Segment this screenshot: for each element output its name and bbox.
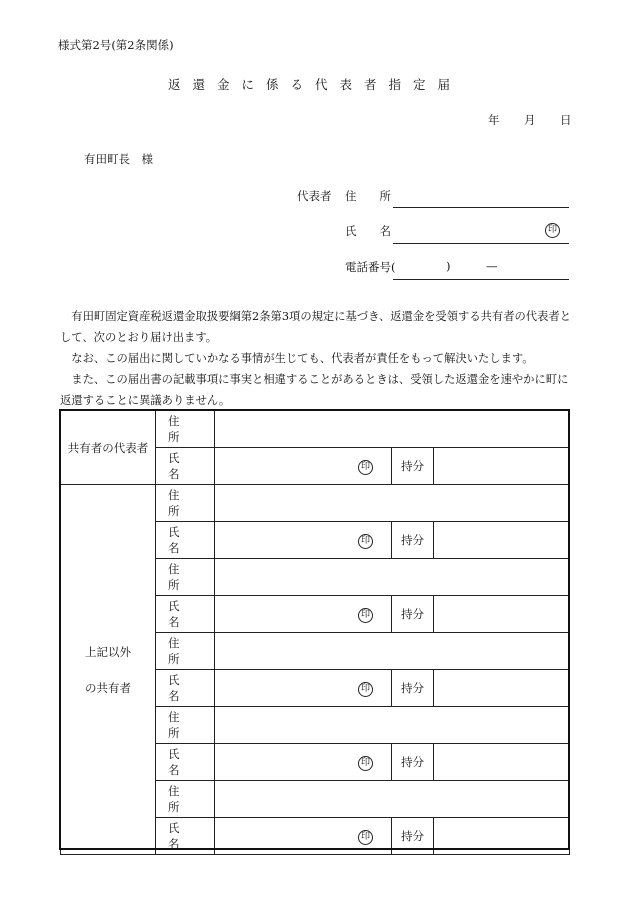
share-field[interactable] — [434, 522, 570, 559]
name-label: 氏名 — [156, 596, 215, 633]
name-field[interactable] — [215, 596, 392, 633]
rep-group-label: 共有者の代表者 — [61, 411, 156, 485]
share-field[interactable] — [434, 596, 570, 633]
day-label: 日 — [560, 113, 572, 127]
others-group-label-line2: の共有者 — [85, 680, 131, 695]
share-label: 持分 — [392, 818, 434, 855]
seal-icon: 印 — [358, 460, 373, 475]
table-row — [61, 485, 570, 522]
declaration-paragraph-2: なお、この届出に関していかなる事情が生じても、代表者が責任をもって解決いたします。 — [71, 352, 534, 365]
year-label: 年 — [488, 113, 500, 127]
seal-icon: 印 — [358, 534, 373, 549]
name-label: 氏名 — [156, 744, 215, 781]
share-label: 持分 — [392, 522, 434, 559]
name-field[interactable] — [215, 670, 392, 707]
rep-phone-close: ) — [446, 259, 451, 273]
representative-role-label: 代表者 — [297, 189, 332, 203]
rep-phone-label: 電話番号( — [345, 260, 396, 274]
seal-icon: 印 — [358, 830, 373, 845]
address-label: 住所 — [156, 559, 215, 596]
address-label: 住所 — [156, 707, 215, 744]
rep-name-field[interactable] — [393, 243, 569, 244]
name-field[interactable] — [215, 744, 392, 781]
address-field[interactable] — [215, 559, 570, 596]
form-title: 返還金に係る代表者指定届 — [167, 77, 462, 92]
seal-icon: 印 — [545, 223, 560, 238]
address-label: 住所 — [156, 633, 215, 670]
share-field[interactable] — [434, 744, 570, 781]
share-label: 持分 — [392, 670, 434, 707]
share-field[interactable] — [434, 818, 570, 855]
name-field[interactable] — [215, 448, 392, 485]
seal-icon: 印 — [358, 682, 373, 697]
name-label: 氏名 — [156, 818, 215, 855]
co-owner-table — [60, 410, 570, 855]
rep-address-label: 住 所 — [345, 189, 391, 203]
share-field[interactable] — [434, 448, 570, 485]
table-row — [61, 411, 570, 448]
addressee: 有田町長 様 — [84, 152, 153, 166]
date-line — [0, 112, 630, 128]
seal-icon: 印 — [358, 608, 373, 623]
address-field[interactable] — [215, 707, 570, 744]
rep-phone-field[interactable] — [393, 279, 569, 280]
declaration-paragraph-1: 有田町固定資産税返還金取扱要綱第2条第3項の規定に基づき、返還金を受領する共有者の代表者として、次のとおり届け出ます。 — [60, 310, 571, 344]
share-label: 持分 — [392, 744, 434, 781]
rep-phone-dash: — — [486, 259, 498, 273]
name-label: 氏名 — [156, 522, 215, 559]
address-field[interactable] — [215, 485, 570, 522]
declaration-text — [60, 306, 572, 411]
declaration-paragraph-3: また、この届出書の記載事項に事実と相違することがあるときは、受領した返還金を速やかに町に返還することに異議ありません。 — [60, 373, 569, 407]
address-label: 住所 — [156, 781, 215, 818]
name-field[interactable] — [215, 522, 392, 559]
month-label: 月 — [524, 113, 536, 127]
rep-name-label: 氏 名 — [345, 224, 391, 238]
name-label: 氏名 — [156, 448, 215, 485]
form-number: 様式第2号(第2条関係) — [58, 38, 174, 52]
seal-icon: 印 — [358, 756, 373, 771]
address-field[interactable] — [215, 633, 570, 670]
rep-address-field[interactable] — [393, 207, 569, 208]
share-field[interactable] — [434, 670, 570, 707]
others-group-label — [61, 485, 156, 855]
share-label: 持分 — [392, 448, 434, 485]
address-field[interactable] — [215, 781, 570, 818]
share-label: 持分 — [392, 596, 434, 633]
address-label: 住所 — [156, 411, 215, 448]
others-group-label-line1: 上記以外 — [85, 644, 131, 659]
name-label: 氏名 — [156, 670, 215, 707]
address-label: 住所 — [156, 485, 215, 522]
name-field[interactable] — [215, 818, 392, 855]
address-field[interactable] — [215, 411, 570, 448]
